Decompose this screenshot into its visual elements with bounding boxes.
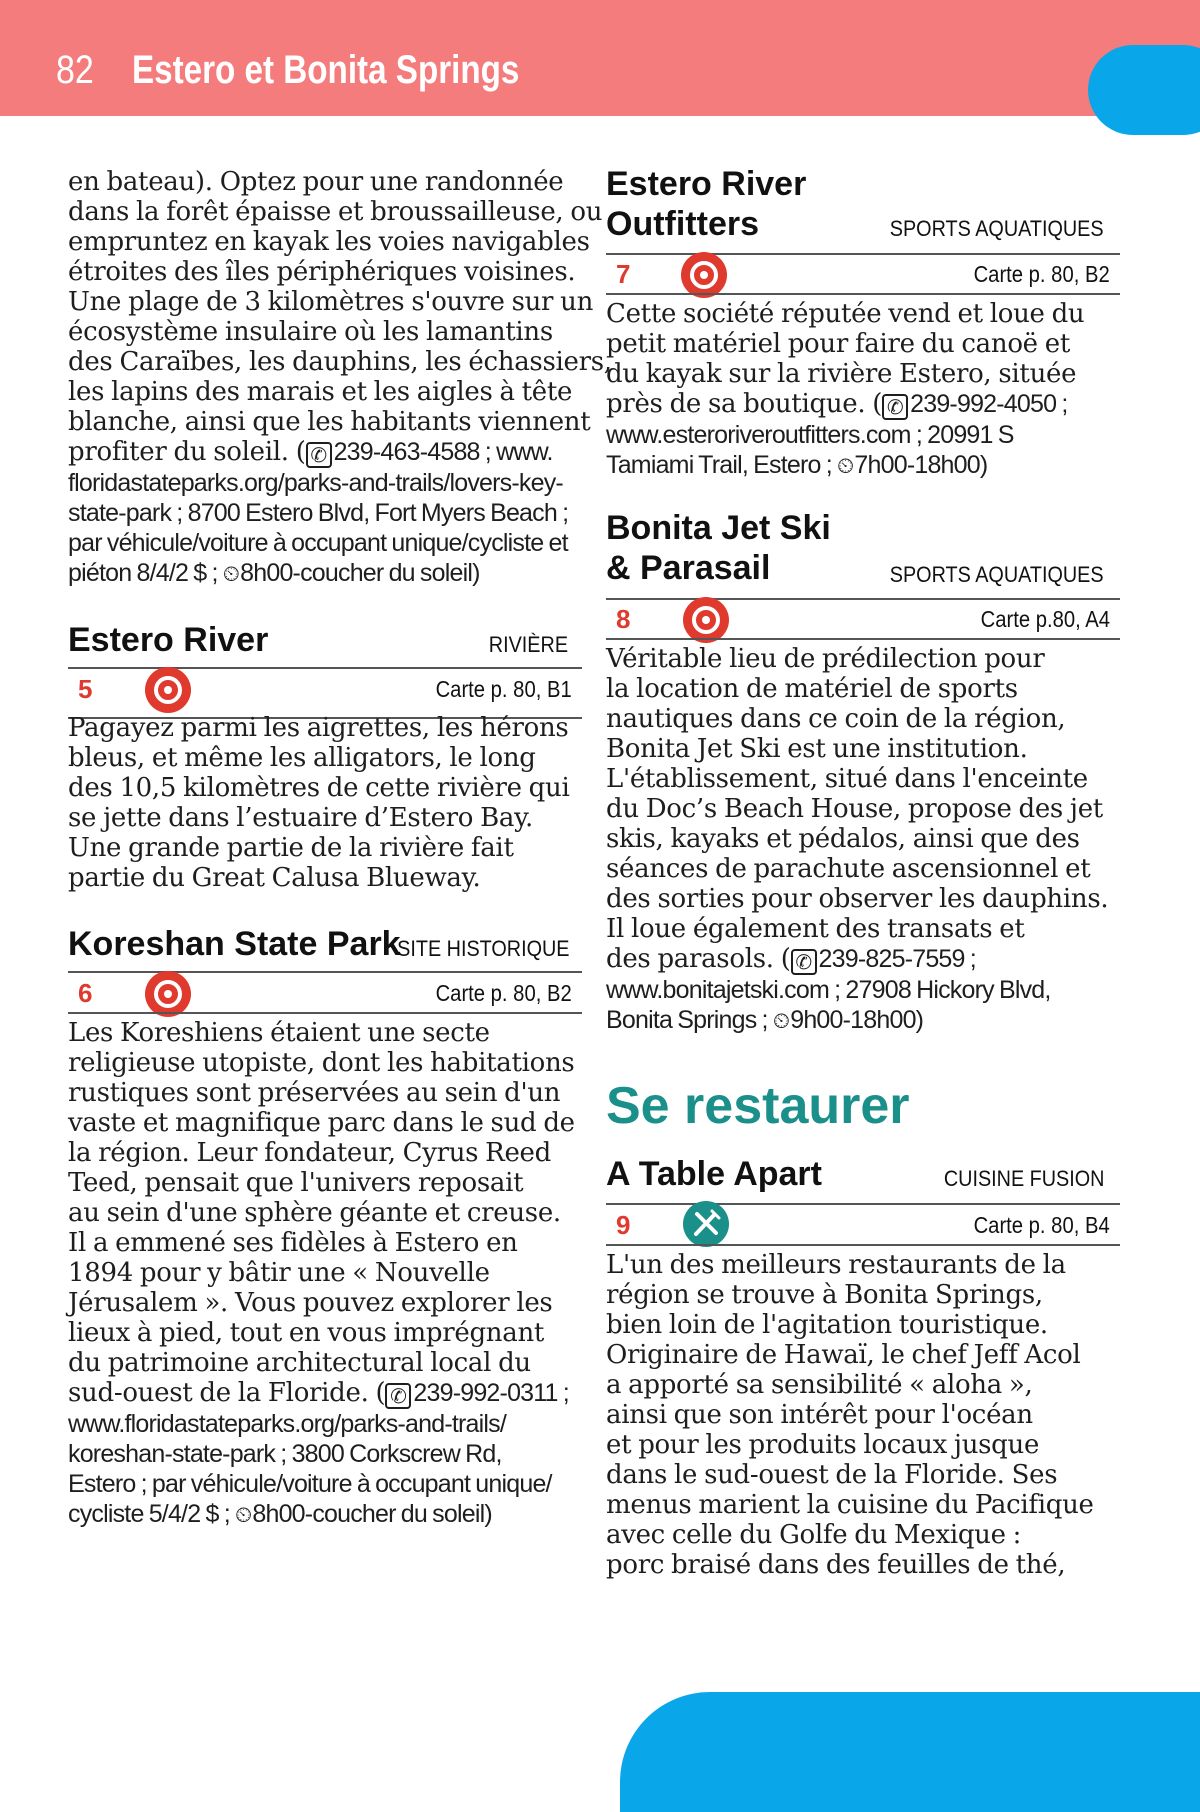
divider	[68, 1012, 582, 1014]
info-line: www.floridastateparks.org/parks-and-trails/	[68, 1410, 507, 1438]
info-line-last: Bonita Springs ; ⏲9h00-18h00)	[606, 1005, 1108, 1037]
entry-title: A Table Apart	[606, 1155, 822, 1193]
text-line: Une plage de 3 kilomètres s'ouvre sur un	[68, 287, 594, 317]
entry-description	[606, 644, 1108, 1037]
text-line: des 10,5 kilomètres de cette rivière qui	[68, 773, 570, 803]
text-line: étroites des îles périphériques voisines.	[68, 257, 576, 287]
text-line: Pagayez parmi les aigrettes, les hérons	[68, 713, 569, 743]
chapter-tab	[1088, 45, 1200, 135]
info-line: state-park ; 8700 Estero Blvd, Fort Myers Beach ;	[68, 499, 569, 527]
info-line-last: piéton 8/4/2 $ ; ⏲8h00-coucher du soleil)	[68, 558, 588, 590]
text-line: région se trouve à Bonita Springs,	[606, 1280, 1043, 1310]
text-line: skis, kayaks et pédalos, ainsi que des	[606, 824, 1080, 854]
info-line: floridastateparks.org/parks-and-trails/lovers-key-	[68, 469, 563, 497]
text-line: et pour les produits locaux jusque	[606, 1430, 1040, 1460]
poi-number: 5	[78, 674, 93, 704]
entry-description	[68, 713, 569, 893]
entry-category: SITE HISTORIQUE	[397, 936, 570, 961]
text-line: les lapins des marais et les aigles à tête	[68, 377, 573, 407]
text-line: du Doc’s Beach House, propose des jet	[606, 794, 1103, 824]
entry-title-line: & Parasail	[606, 549, 771, 587]
intro-info	[68, 468, 588, 590]
entry-title-line: Estero River	[606, 165, 807, 203]
info-line: Estero ; par véhicule/voiture à occupant unique/	[68, 1470, 552, 1498]
text-line: religieuse utopiste, dont les habitations	[68, 1048, 575, 1078]
text-line: nautiques dans ce coin de la région,	[606, 704, 1066, 734]
text-line: Les Koreshiens étaient une secte	[68, 1018, 490, 1048]
info-line: www.bonitajetski.com ; 27908 Hickory Blvd,	[606, 976, 1051, 1004]
entry-description	[606, 299, 1084, 482]
entry-title	[606, 164, 806, 244]
text-line: petit matériel pour faire du canoë et	[606, 329, 1070, 359]
text-line: la location de matériel de sports	[606, 674, 1018, 704]
clock-icon: ⏲	[222, 562, 240, 587]
text-line: dans la forêt épaisse et broussailleuse, ou	[68, 197, 603, 227]
entry-title	[606, 508, 831, 588]
map-reference: Carte p. 80, B4	[973, 1212, 1110, 1238]
divider	[606, 293, 1120, 295]
text-line: bleus, et même les alligators, le long	[68, 743, 536, 773]
sight-icon	[682, 596, 730, 644]
poi-number: 9	[616, 1210, 631, 1240]
info-line: koreshan-state-park ; 3800 Corkscrew Rd,	[68, 1440, 502, 1468]
text-line: L'un des meilleurs restaurants de la	[606, 1250, 1066, 1280]
text-line: empruntez en kayak les voies navigables	[68, 227, 590, 257]
text-line: Il loue également des transats et	[606, 914, 1025, 944]
info-first-line: des parasols. ( ✆ 239-825-7559 ;	[606, 944, 976, 974]
text-line: au sein d'une sphère géante et creuse.	[68, 1198, 561, 1228]
text-line: menus marient la cuisine du Pacifique	[606, 1490, 1094, 1520]
text-line: des Caraïbes, les dauphins, les échassiers,	[68, 347, 612, 377]
text-line: du patrimoine architectural local du	[68, 1348, 531, 1378]
entry-category: RIVIÈRE	[488, 632, 568, 657]
entry-title: Koreshan State Park	[68, 925, 401, 963]
text-line: 1894 pour y bâtir une « Nouvelle	[68, 1258, 490, 1288]
entry-title: Estero River	[68, 621, 269, 659]
section-title: Se restaurer	[606, 1077, 910, 1135]
text-line: ainsi que son intérêt pour l'océan	[606, 1400, 1033, 1430]
text-line: la région. Leur fondateur, Cyrus Reed	[68, 1138, 551, 1168]
text-line: des sorties pour observer les dauphins.	[606, 884, 1109, 914]
text-line: Jérusalem ». Vous pouvez explorer les	[68, 1288, 553, 1318]
entry-info	[606, 975, 1108, 1037]
bottom-tab	[620, 1692, 1200, 1812]
entry-info	[68, 1409, 575, 1531]
map-reference: Carte p. 80, B1	[435, 676, 572, 702]
clock-icon: ⏲	[837, 454, 854, 479]
poi-number: 6	[78, 978, 93, 1008]
page-header	[0, 0, 1200, 116]
entry-description	[606, 1250, 1094, 1580]
text-line: porc braisé dans des feuilles de thé,	[606, 1550, 1066, 1580]
info-line: par véhicule/voiture à occupant unique/cycliste et	[68, 529, 568, 557]
poi-number: 7	[616, 259, 631, 289]
clock-icon: ⏲	[235, 1503, 252, 1528]
phone-icon: ✆	[306, 442, 332, 468]
entry-category: SPORTS AQUATIQUES	[890, 562, 1104, 587]
map-reference: Carte p. 80, B2	[973, 261, 1110, 287]
intro-text	[68, 167, 612, 590]
text-line: vaste et magnifique parc dans le sud de	[68, 1108, 575, 1138]
text-line: blanche, ainsi que les habitants viennent	[68, 407, 591, 437]
text-line: en bateau). Optez pour une randonnée	[68, 167, 564, 197]
phone-icon: ✆	[385, 1383, 411, 1409]
intro-info-first-line: profiter du soleil. ( ✆ 239-463-4588 ; www.	[68, 437, 553, 467]
sight-icon	[144, 970, 192, 1018]
text-line: a apporté sa sensibilité « aloha »,	[606, 1370, 1033, 1400]
sight-icon	[144, 666, 192, 714]
poi-number: 8	[616, 604, 631, 634]
text-line: écosystème insulaire où les lamantins	[68, 317, 553, 347]
entry-info	[606, 420, 1084, 482]
text-line: du kayak sur la rivière Estero, située	[606, 359, 1077, 389]
clock-icon: ⏲	[772, 1009, 790, 1034]
info-line-last: cycliste 5/4/2 $ ; ⏲8h00-coucher du soleil)	[68, 1499, 575, 1531]
text-line: Cette société réputée vend et loue du	[606, 299, 1085, 329]
text-line: L'établissement, situé dans l'enceinte	[606, 764, 1088, 794]
text-line: partie du Great Calusa Blueway.	[68, 863, 481, 893]
text-line: lieux à pied, tout en vous imprégnant	[68, 1318, 545, 1348]
map-reference: Carte p. 80, B2	[435, 980, 572, 1006]
entry-title-line: Outfitters	[606, 205, 759, 243]
phone-icon: ✆	[791, 949, 817, 975]
entry-category: CUISINE FUSION	[943, 1166, 1104, 1191]
chapter-title: Estero et Bonita Springs	[132, 48, 520, 92]
text-line: Bonita Jet Ski est une institution.	[606, 734, 1028, 764]
text-line: Une grande partie de la rivière fait	[68, 833, 514, 863]
entry-description	[68, 1018, 575, 1531]
divider	[606, 638, 1120, 640]
entry-category: SPORTS AQUATIQUES	[890, 216, 1104, 241]
text-line: bien loin de l'agitation touristique.	[606, 1310, 1048, 1340]
text-line: Teed, pensait que l'univers reposait	[68, 1168, 524, 1198]
map-reference: Carte p.80, A4	[980, 606, 1110, 632]
text-line: rustiques sont préservées au sein d'un	[68, 1078, 561, 1108]
divider	[606, 1244, 1120, 1246]
phone-icon: ✆	[882, 394, 908, 420]
text-line: Il a emmené ses fidèles à Estero en	[68, 1228, 518, 1258]
entry-title-line: Bonita Jet Ski	[606, 509, 831, 547]
info-line-last: Tamiami Trail, Estero ; ⏲7h00-18h00)	[606, 450, 1084, 482]
text-line: Originaire de Hawaï, le chef Jeff Acol	[606, 1340, 1081, 1370]
text-line: Véritable lieu de prédilection pour	[606, 644, 1045, 674]
info-line: www.esteroriveroutfitters.com ; 20991 S	[606, 421, 1014, 449]
text-line: séances de parachute ascensionnel et	[606, 854, 1091, 884]
text-line: se jette dans l’estuaire d’Estero Bay.	[68, 803, 534, 833]
text-line: dans le sud-ouest de la Floride. Ses	[606, 1460, 1058, 1490]
page-number: 82	[56, 48, 94, 92]
info-first-line: sud-ouest de la Floride. ( ✆ 239-992-0311 ;	[68, 1378, 569, 1408]
text-line: avec celle du Golfe du Mexique :	[606, 1520, 1022, 1550]
restaurant-icon	[682, 1200, 730, 1248]
info-first-line: près de sa boutique. ( ✆ 239-992-4050 ;	[606, 389, 1068, 419]
sight-icon	[680, 251, 728, 299]
